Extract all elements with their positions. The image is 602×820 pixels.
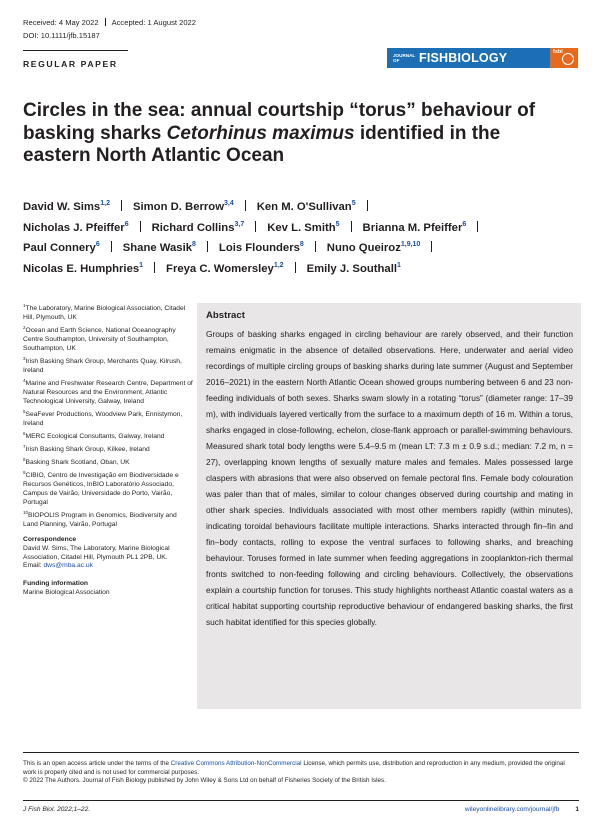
abstract-heading: Abstract (206, 310, 245, 321)
author[interactable]: Nicholas J. Pfeiffer$^6$ (23, 220, 129, 234)
fsbi-text: fsbi (553, 49, 563, 55)
citation: J Fish Biol. 2022;1–22. (23, 806, 91, 813)
author[interactable]: Paul Connery$^6$ (23, 241, 100, 255)
correspondence-text: David W. Sims, The Laboratory, Marine Biological Association, Citadel Hill, Plymouth PL1 2PB, UK. (23, 544, 170, 561)
correspondence-heading: Correspondence (23, 535, 77, 543)
affiliation: $^6$MERC Ecological Consultants, Galway, Ireland (23, 430, 165, 440)
divider (23, 50, 128, 51)
logo-big-text: FISHBIOLOGY (419, 51, 508, 65)
funding-heading: Funding information (23, 580, 89, 588)
logo-small-text: JOURNAL OF (393, 53, 416, 63)
abstract-text: Groups of basking sharks engaged in circling behaviour are rarely observed, and their function remains enigmatic in the absence of detailed observations. Here, underwater and aerial video recordings of multiple circling groups of basking sharks during late summer (August and September 2016–2021) in the eastern North Atlantic Ocean showed groups numbering between 6 and 23 non-feeding individuals of both sexes. Sharks swam slowly in a rotating “torus” (diameter range: 17–39 m), with individuals layered vertically from the surface to a maximum depth of 16 m. Within a torus, sharks engaged in close-following, echelon, close-flank approach or parallel-swimming behaviours. Measured shark total body lengths were 5.4–9.5 m (mean LT: 7.3 m ± 0.9 s.d.; median: 7.2 m, n = 27), overlapping known lengths of sexually mature males and females. Males possessed large claspers with abrasions that were also observed on female pectoral fins. Female body colouration was paler than that of males, similar to colour changes observed during courtship and mating in other shark species. Individuals associated with most other members rapidly (within minutes), indicating toroidal behaviours facilitate multiple interactions. Sharks interacted through fin–fin and fin–body contacts, rolling to expose the ventral surfaces to following sharks, and breaching behaviour. Toruses formed in late summer when feeding aggregations in zooplankton-rich thermal fronts switched to non-feeding following and circling behaviours. Collectively, the observations explain a courtship function for toruses. This study highlights northeast Atlantic coastal waters as a critical habitat supporting courtship reproductive behaviour of endangered basking sharks, the first such habitat identified for this species globally. (206, 329, 573, 627)
affiliation: $^7$Irish Basking Shark Group, Kilkee, Ireland (23, 443, 150, 453)
paper-title (23, 100, 563, 168)
author-list (23, 197, 583, 280)
email-link[interactable]: dws@mba.ac.uk (43, 562, 93, 570)
author[interactable]: Nicolas E. Humphries$^1$ (23, 262, 144, 276)
author[interactable]: Ken M. O'Sullivan$^5$ (256, 200, 356, 213)
affiliation: $^5$SeaFever Productions, Woodview Park, Ennistymon, Ireland (23, 408, 183, 427)
author[interactable]: Richard Collins$^{3,7}$ (151, 220, 245, 234)
accepted-date: Accepted: 1 August 2022 (111, 18, 197, 27)
affiliations-column (23, 305, 193, 598)
abstract-box (197, 303, 581, 709)
author[interactable]: Simon D. Berrow$^{3,4}$ (132, 200, 234, 213)
page-footer (23, 806, 579, 813)
author[interactable]: Brianna M. Pfeiffer$^6$ (362, 220, 467, 234)
journal-logo[interactable] (387, 48, 578, 68)
title-species: Cetorhinus maximus (166, 122, 355, 144)
affiliation: $^3$Irish Basking Shark Group, Merchants Quay, Kilrush, Ireland (23, 355, 182, 374)
license-note: This is an open access article under the terms of the Creative Commons Attribution-NonCommercial License, which permits use, distribution and reproduction in any medium, provided the original work is properly cited and is not used for commercial purposes. © 2022 The Authors. Journal of Fish Biology published by John Wiley & Sons Ltd on behalf of Fisheries Society of the British Isles. (23, 760, 565, 785)
section-label: REGULAR PAPER (23, 59, 118, 69)
divider (23, 752, 579, 753)
author[interactable]: Emily J. Southall$^1$ (306, 262, 401, 276)
page-number: 1 (575, 806, 579, 813)
author[interactable]: Nuno Queiroz$^{1,9,10}$ (326, 241, 421, 255)
journal-url-link[interactable]: wileyonlinelibrary.com/journal/jfb (464, 806, 560, 813)
received-date: Received: 4 May 2022 (23, 18, 99, 27)
article-dates (23, 16, 196, 42)
author[interactable]: Lois Flounders$^8$ (218, 241, 304, 255)
fsbi-badge (550, 48, 578, 68)
title-part-1: Circles in the sea: annual courtship “torus” behaviour of basking sharks (23, 100, 536, 144)
affiliation: $^{10}$BIOPOLIS Program in Genomics, Biodiversity and Land Planning, Vairão, Portugal (23, 509, 177, 528)
affiliation: $^1$The Laboratory, Marine Biological Association, Citadel Hill, Plymouth, UK (23, 303, 186, 321)
funding-text: Marine Biological Association (23, 589, 110, 597)
correspondence-email-line: Email: dws@mba.ac.uk (23, 562, 93, 570)
author[interactable]: Shane Wasik$^8$ (122, 241, 196, 255)
license-link[interactable]: Creative Commons Attribution-NonCommercial (170, 760, 302, 767)
divider (23, 800, 579, 801)
affiliation: $^2$Ocean and Earth Science, National Oceanography Centre Southampton, University of Southampton, Southampton, UK (23, 325, 176, 352)
fsbi-circle-icon (562, 53, 574, 65)
author[interactable]: David W. Sims$^{1,2}$ (23, 200, 110, 213)
doi-link[interactable]: DOI: 10.1111/jfb.15187 (23, 31, 100, 40)
copyright: © 2022 The Authors. Journal of Fish Biology published by John Wiley & Sons Ltd on behalf of Fisheries Society of the British Isles. (23, 777, 386, 785)
author[interactable]: Freya C. Womersley$^{1,2}$ (166, 262, 284, 276)
affiliation: $^9$CIBIO, Centro de Investigação em Biodiversidade e Recursos Genéticos, InBIO Laboratório Associado, Campus de Vairão, Universidade do Porto, Vairão, Portugal (23, 470, 179, 506)
affiliation: $^4$Marine and Freshwater Research Centre, Department of Natural Resources and the Environment, Atlantic Technological University, Galway, Ireland (23, 377, 193, 405)
title-part-3: identified in the eastern North Atlantic Ocean (23, 122, 501, 166)
author[interactable]: Kev L. Smith$^5$ (267, 220, 340, 234)
affiliation: $^8$Basking Shark Scotland, Oban, UK (23, 457, 130, 466)
